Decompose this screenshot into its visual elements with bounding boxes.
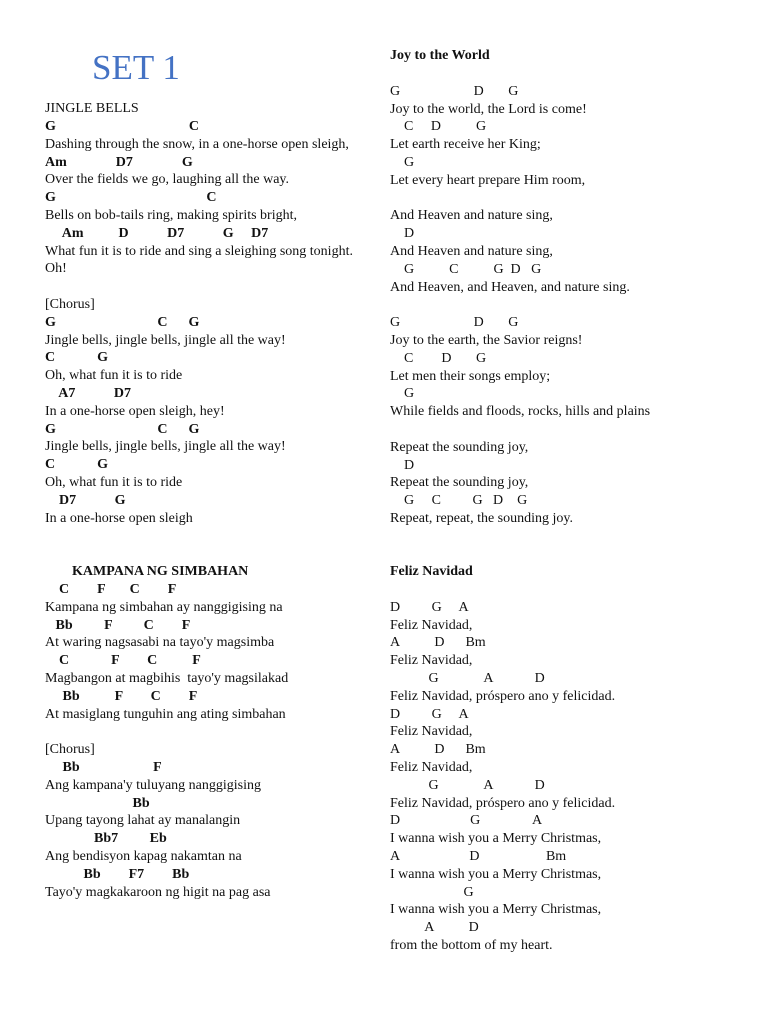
chord-line: C G xyxy=(45,457,108,473)
chord-line: D G A xyxy=(390,706,469,722)
lyric-line: Feliz Navidad, xyxy=(390,759,473,775)
lyric-line: Feliz Navidad, próspero ano y felicidad. xyxy=(390,795,616,811)
lyric-line: Oh, what fun it is to ride xyxy=(45,474,183,490)
chord-line: G C xyxy=(45,190,217,206)
lyric-line: Repeat the sounding joy, xyxy=(390,475,529,491)
song-lines xyxy=(390,581,760,955)
lyric-line: While fields and floods, rocks, hills and plains xyxy=(390,404,651,420)
chord-line: C F C F xyxy=(45,582,177,597)
chord-line: G C G D G xyxy=(390,261,542,277)
lyric-line: Let earth receive her King; xyxy=(390,137,541,153)
lyric-line: Joy to the earth, the Savior reigns! xyxy=(390,332,583,348)
song-title-kampana: KAMPANA NG SIMBAHAN xyxy=(72,564,249,579)
lyric-line: Jingle bells, jingle bells, jingle all the way! xyxy=(45,439,286,455)
chord-line: G xyxy=(390,386,415,402)
lyric-line: Jingle bells, jingle bells, jingle all the way! xyxy=(45,332,286,348)
chord-line: Bb7 Eb xyxy=(45,831,167,847)
blank-line xyxy=(45,278,380,296)
chord-line: G C G xyxy=(45,314,200,330)
lyric-line: Oh! xyxy=(45,261,67,277)
blank-line xyxy=(390,190,760,208)
chord-line: D G A xyxy=(390,813,543,829)
lyric-line: At waring nagsasabi na tayo'y magsimba xyxy=(45,635,275,651)
song-kampana xyxy=(45,563,380,901)
blank-line xyxy=(390,581,760,599)
lyric-line: Joy to the world, the Lord is come! xyxy=(390,101,587,117)
chord-line: G xyxy=(390,154,415,170)
chord-line: D xyxy=(390,226,415,242)
chord-line: Bb F xyxy=(45,759,162,775)
lyric-line: Let every heart prepare Him room, xyxy=(390,172,586,188)
chord-line: Bb F7 Bb xyxy=(45,866,190,882)
blank-line xyxy=(390,296,760,314)
lyric-line: Magbangon at magbihis tayo'y magsilakad xyxy=(45,670,289,686)
chord-line: C D G xyxy=(390,119,487,135)
blank-line xyxy=(45,723,380,741)
chord-line: A D Bm xyxy=(390,848,567,864)
song-feliz-navidad xyxy=(390,563,760,955)
lyric-line: And Heaven and nature sing, xyxy=(390,243,553,259)
lyric-line: Tayo'y magkakaroon ng higit na pag asa xyxy=(45,884,271,900)
lyric-line: Feliz Navidad, xyxy=(390,724,473,740)
lyric-line: Let men their songs employ; xyxy=(390,368,551,384)
lyric-line: Over the fields we go, laughing all the way. xyxy=(45,172,290,188)
song-lines xyxy=(45,581,380,901)
blank-line xyxy=(390,421,760,439)
song-joy-to-the-world xyxy=(390,47,760,528)
lyric-line: At masiglang tunguhin ang ating simbahan xyxy=(45,706,286,722)
chord-line: G xyxy=(390,884,474,900)
chord-line: Bb F C F xyxy=(45,688,198,704)
lyric-line: Repeat the sounding joy, xyxy=(390,439,529,455)
lyric-line: Kampana ng simbahan ay nanggigising na xyxy=(45,599,283,615)
chord-line: G A D xyxy=(390,777,545,793)
song-lines xyxy=(45,118,380,527)
chord-line: D G A xyxy=(390,599,469,615)
chord-line: Bb F C F xyxy=(45,617,191,633)
lyric-line: In a one-horse open sleigh, hey! xyxy=(45,403,225,419)
chord-line: C G xyxy=(45,350,108,366)
song-title-feliz-navidad: Feliz Navidad xyxy=(390,564,473,579)
lyric-line: I wanna wish you a Merry Christmas, xyxy=(390,902,602,918)
lyric-line: Ang kampana'y tuluyang nanggigising xyxy=(45,777,261,793)
lyric-line: from the bottom of my heart. xyxy=(390,937,553,953)
lyric-line: Feliz Navidad, xyxy=(390,653,473,669)
lyric-line: Feliz Navidad, xyxy=(390,617,473,633)
chord-line: A D Bm xyxy=(390,742,486,758)
chord-line: C D G xyxy=(390,350,487,366)
chord-line: C F C F xyxy=(45,653,201,669)
chord-line: D xyxy=(390,457,415,473)
lyric-line: I wanna wish you a Merry Christmas, xyxy=(390,831,602,847)
lyric-line: Feliz Navidad, próspero ano y felicidad. xyxy=(390,688,616,704)
lyric-line: And Heaven and nature sing, xyxy=(390,208,553,224)
chord-line: Bb xyxy=(45,795,150,811)
chord-line: Am D D7 G D7 xyxy=(45,225,269,241)
lyric-line: Upang tayong lahat ay manalangin xyxy=(45,813,241,829)
lyric-line: What fun it is to ride and sing a sleighing song tonight. xyxy=(45,243,353,259)
lyric-line: Repeat, repeat, the sounding joy. xyxy=(390,510,573,526)
chord-line: A7 D7 xyxy=(45,385,131,401)
lyric-line: Dashing through the snow, in a one-horse open sleigh, xyxy=(45,136,349,152)
chord-line: G C G xyxy=(45,421,200,437)
set-title: SET 1 xyxy=(92,48,180,87)
song-jingle-bells xyxy=(45,100,380,527)
chord-line: G C G D G xyxy=(390,493,528,509)
lyric-line: [Chorus] xyxy=(45,742,95,758)
blank-line xyxy=(390,65,760,83)
song-title-joy-to-the-world: Joy to the World xyxy=(390,48,490,63)
lyric-line: In a one-horse open sleigh xyxy=(45,510,193,526)
lyric-line: Oh, what fun it is to ride xyxy=(45,368,183,384)
lyric-line: Ang bendisyon kapag nakamtan na xyxy=(45,848,242,864)
chord-line: A D Bm xyxy=(390,635,486,651)
lyric-line: [Chorus] xyxy=(45,296,95,312)
chord-line: Am D7 G xyxy=(45,154,193,170)
lyric-line: I wanna wish you a Merry Christmas, xyxy=(390,866,602,882)
chord-line: G D G xyxy=(390,83,519,99)
chord-line: D7 G xyxy=(45,492,126,508)
chord-line: G D G xyxy=(390,315,519,331)
song-lines xyxy=(390,65,760,528)
chord-line: A D xyxy=(390,920,479,936)
chord-line: G C xyxy=(45,119,199,134)
song-title-jingle-bells: JINGLE BELLS xyxy=(45,101,139,116)
lyric-line: Bells on bob-tails ring, making spirits bright, xyxy=(45,207,297,223)
lyric-line: And Heaven, and Heaven, and nature sing. xyxy=(390,279,630,295)
chord-line: G A D xyxy=(390,670,545,686)
